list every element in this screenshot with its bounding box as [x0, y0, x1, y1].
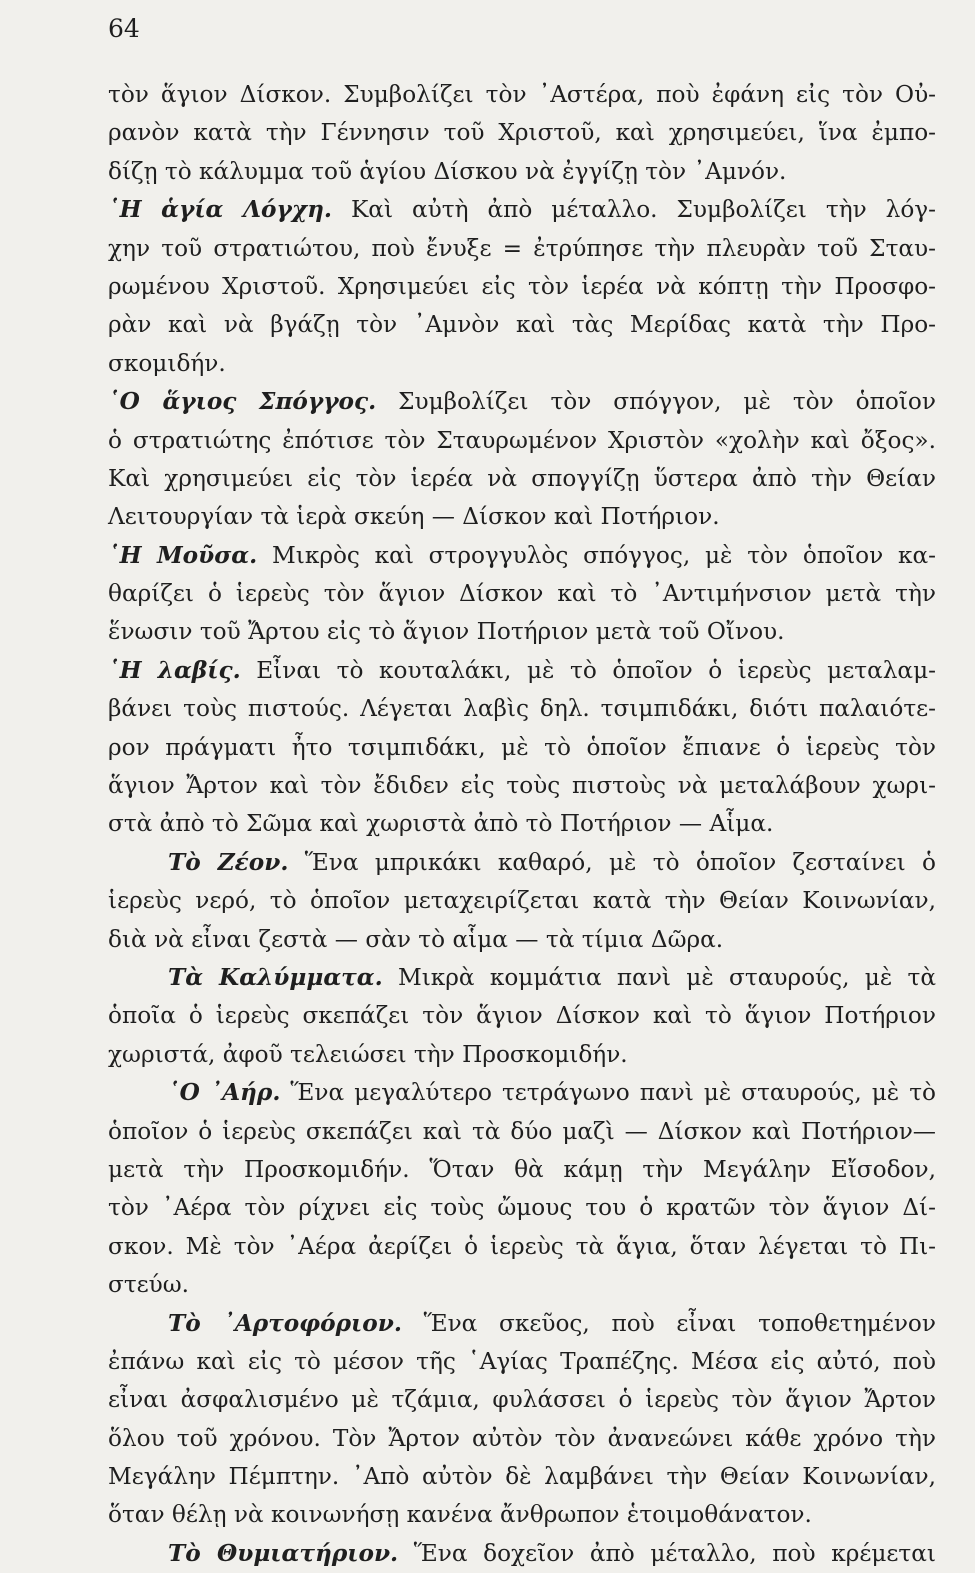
text-line: [108, 1228, 936, 1266]
text-line: [108, 1381, 936, 1419]
text-line: [108, 1343, 936, 1381]
body-text: [108, 76, 936, 1573]
entry-term: Τὰ Καλύμματα.: [168, 963, 383, 991]
line-text: διὰ νὰ εἶναι ζεστὰ — σὰν τὸ αἷμα — τὰ τίμια Δῶρα.: [108, 925, 724, 953]
line-text: Καὶ αὐτὴ ἀπὸ μέταλλο. Συμβολίζει τὴν λόγ-: [332, 196, 936, 224]
paragraph: [108, 652, 936, 844]
text-line: [108, 844, 936, 882]
line-text: Μικρὸς καὶ στρογγυλὸς σπόγγος, μὲ τὸν ὁποῖον κα-: [257, 541, 936, 569]
entry-term: ῾Η λαβίς.: [108, 656, 241, 684]
line-text: Ἕνα μεγαλύτερο τετράγωνο πανὶ μὲ σταυρούς, μὲ τὸ: [280, 1079, 936, 1107]
text-line: [108, 306, 936, 344]
text-line: [108, 76, 936, 114]
paragraph: [108, 191, 936, 383]
text-line: [108, 422, 936, 460]
line-text: τὸν ἅγιον Δίσκον. Συμβολίζει τὸν ᾿Αστέρα, ποὺ ἐφάνη εἰς τὸν Οὐ-: [108, 81, 936, 108]
text-line: [108, 1496, 936, 1534]
line-text: εἶναι ἀσφαλισμένο μὲ τζάμια, φυλάσσει ὁ ἱερεὺς τὸν ἅγιον Ἄρτον: [108, 1386, 936, 1414]
text-line: [108, 1458, 936, 1496]
text-line: [108, 652, 936, 690]
text-line: [108, 1189, 936, 1227]
text-line: [108, 153, 936, 191]
text-line: [108, 1266, 936, 1304]
text-line: [108, 383, 936, 421]
paragraph: [108, 1074, 936, 1304]
text-line: [108, 575, 936, 613]
paragraph: [108, 537, 936, 652]
entry-term: Τὸ Θυμιατήριον.: [168, 1539, 399, 1567]
line-text: ὅλου τοῦ χρόνου. Τὸν Ἄρτον αὐτὸν τὸν ἀνανεώνει κάθε χρόνο τὴν: [108, 1424, 936, 1452]
line-text: στὰ ἀπὸ τὸ Σῶμα καὶ χωριστὰ ἀπὸ τὸ Ποτήριον — Αἷμα.: [108, 810, 774, 838]
line-text: ρὰν καὶ νὰ βγάζῃ τὸν ᾿Αμνὸν καὶ τὰς Μερίδας κατὰ τὴν Προ-: [108, 311, 936, 339]
text-line: [108, 1113, 936, 1151]
text-line: [108, 460, 936, 498]
line-text: Ἕνα δοχεῖον ἀπὸ μέταλλο, ποὺ κρέμεται: [398, 1539, 937, 1567]
line-text: στεύω.: [108, 1271, 190, 1299]
text-line: [108, 767, 936, 805]
paragraph: [108, 959, 936, 1074]
line-text: ὁποῖα ὁ ἱερεὺς σκεπάζει τὸν ἅγιον Δίσκον καὶ τὸ ἅγιον Ποτήριον: [108, 1002, 936, 1030]
entry-term: ῾Η ἁγία Λόγχη.: [108, 196, 332, 224]
text-line: [108, 959, 936, 997]
paragraph: [108, 383, 936, 537]
text-line: [108, 805, 936, 843]
line-text: Καὶ χρησιμεύει εἰς τὸν ἱερέα νὰ σπογγίζῃ ὕστερα ἀπὸ τὴν Θείαν: [108, 464, 936, 492]
line-text: σκον. Μὲ τὸν ᾿Αέρα ἀερίζει ὁ ἱερεὺς τὰ ἅγια, ὅταν λέγεται τὸ Πι-: [108, 1232, 936, 1260]
text-line: [108, 1420, 936, 1458]
text-line: [108, 1151, 936, 1189]
paragraph: [108, 1305, 936, 1535]
text-line: [108, 230, 936, 268]
text-line: [108, 537, 936, 575]
line-text: τὸν ᾿Αέρα τὸν ρίχνει εἰς τοὺς ὤμους του ὁ κρατῶν τὸν ἅγιον Δί-: [108, 1194, 936, 1222]
line-text: Μεγάλην Πέμπτην. ᾿Απὸ αὐτὸν δὲ λαμβάνει τὴν Θείαν Κοινωνίαν,: [108, 1463, 936, 1491]
paragraph: [108, 1535, 936, 1573]
line-text: σκομιδήν.: [108, 349, 226, 377]
line-text: χην τοῦ στρατιώτου, ποὺ ἔνυξε = ἐτρύπησε τὴν πλευρὰν τοῦ Σταυ-: [108, 234, 936, 262]
text-line: [108, 921, 936, 959]
entry-term: ῾Ο ᾿Αήρ.: [168, 1079, 281, 1107]
text-line: [108, 498, 936, 536]
line-text: ὁ στρατιώτης ἐπότισε τὸν Σταυρωμένον Χριστὸν «χολὴν καὶ ὄξος».: [108, 426, 936, 454]
entry-term: ῾Η Μοῦσα.: [108, 541, 258, 569]
text-line: [108, 613, 936, 651]
line-text: Συμβολίζει τὸν σπόγγον, μὲ τὸν ὁποῖον: [376, 388, 936, 416]
line-text: θαρίζει ὁ ἱερεὺς τὸν ἅγιον Δίσκον καὶ τὸ ᾿Αντιμήνσιον μετὰ τὴν: [108, 580, 936, 608]
line-text: ὁποῖον ὁ ἱερεὺς σκεπάζει καὶ τὰ δύο μαζὶ — Δίσκον καὶ Ποτήριον—: [108, 1117, 936, 1145]
line-text: ἅγιον Ἄρτον καὶ τὸν ἔδιδεν εἰς τοὺς πιστοὺς νὰ μεταλάβουν χωρι-: [108, 772, 936, 800]
entry-term: ῾Ο ἅγιος Σπόγγος.: [108, 388, 377, 416]
line-text: ἱερεὺς νερό, τὸ ὁποῖον μεταχειρίζεται κατὰ τὴν Θείαν Κοινωνίαν,: [108, 887, 936, 915]
line-text: ρανὸν κατὰ τὴν Γέννησιν τοῦ Χριστοῦ, καὶ χρησιμεύει, ἵνα ἐμπο-: [108, 119, 936, 147]
text-line: [108, 882, 936, 920]
line-text: ὅταν θέλῃ νὰ κοινωνήσῃ κανένα ἄνθρωπον ἑτοιμοθάνατον.: [108, 1501, 812, 1529]
text-line: [108, 345, 936, 383]
entry-term: Τὸ ᾿Αρτοφόριον.: [168, 1309, 402, 1337]
paragraph: [108, 844, 936, 959]
text-line: [108, 114, 936, 152]
text-line: [108, 997, 936, 1035]
line-text: δίζῃ τὸ κάλυμμα τοῦ ἁγίου Δίσκου νὰ ἐγγίζῃ τὸν ᾿Αμνόν.: [108, 157, 787, 185]
paragraph: [108, 76, 936, 191]
entry-term: Τὸ Ζέον.: [168, 848, 289, 876]
line-text: ἐπάνω καὶ εἰς τὸ μέσον τῆς ῾Αγίας Τραπέζης. Μέσα εἰς αὐτό, ποὺ: [108, 1347, 936, 1375]
line-text: βάνει τοὺς πιστούς. Λέγεται λαβὶς δηλ. τσιμπιδάκι, διότι παλαιότε-: [108, 695, 936, 723]
text-line: [108, 1036, 936, 1074]
text-line: [108, 690, 936, 728]
line-text: ἕνωσιν τοῦ Ἄρτου εἰς τὸ ἅγιον Ποτήριον μετὰ τοῦ Οἴνου.: [108, 618, 785, 646]
text-line: [108, 1535, 936, 1573]
text-line: [108, 729, 936, 767]
line-text: Μικρὰ κομμάτια πανὶ μὲ σταυρούς, μὲ τὰ: [382, 963, 937, 991]
text-line: [108, 1074, 936, 1112]
text-line: [108, 268, 936, 306]
line-text: Λειτουργίαν τὰ ἱερὰ σκεύη — Δίσκον καὶ Ποτήριον.: [108, 503, 720, 531]
line-text: Εἶναι τὸ κουταλάκι, μὲ τὸ ὁποῖον ὁ ἱερεὺς μεταλαμ-: [240, 656, 936, 684]
line-text: ρωμένου Χριστοῦ. Χρησιμεύει εἰς τὸν ἱερέα νὰ κόπτῃ τὴν Προσφο-: [108, 272, 936, 300]
page-number: 64: [108, 14, 140, 43]
line-text: Ἕνα σκεῦος, ποὺ εἶναι τοποθετημένον: [401, 1309, 936, 1337]
line-text: χωριστά, ἀφοῦ τελειώσει τὴν Προσκομιδήν.: [108, 1040, 628, 1068]
line-text: Ἕνα μπρικάκι καθαρό, μὲ τὸ ὁποῖον ζεσταίνει ὁ: [288, 848, 936, 876]
line-text: μετὰ τὴν Προσκομιδήν. Ὅταν θὰ κάμῃ τὴν Μεγάλην Εἴσοδον,: [108, 1155, 936, 1183]
line-text: ρον πράγματι ἦτο τσιμπιδάκι, μὲ τὸ ὁποῖον ἔπιανε ὁ ἱερεὺς τὸν: [108, 733, 936, 761]
text-line: [108, 1305, 936, 1343]
text-line: [108, 191, 936, 229]
